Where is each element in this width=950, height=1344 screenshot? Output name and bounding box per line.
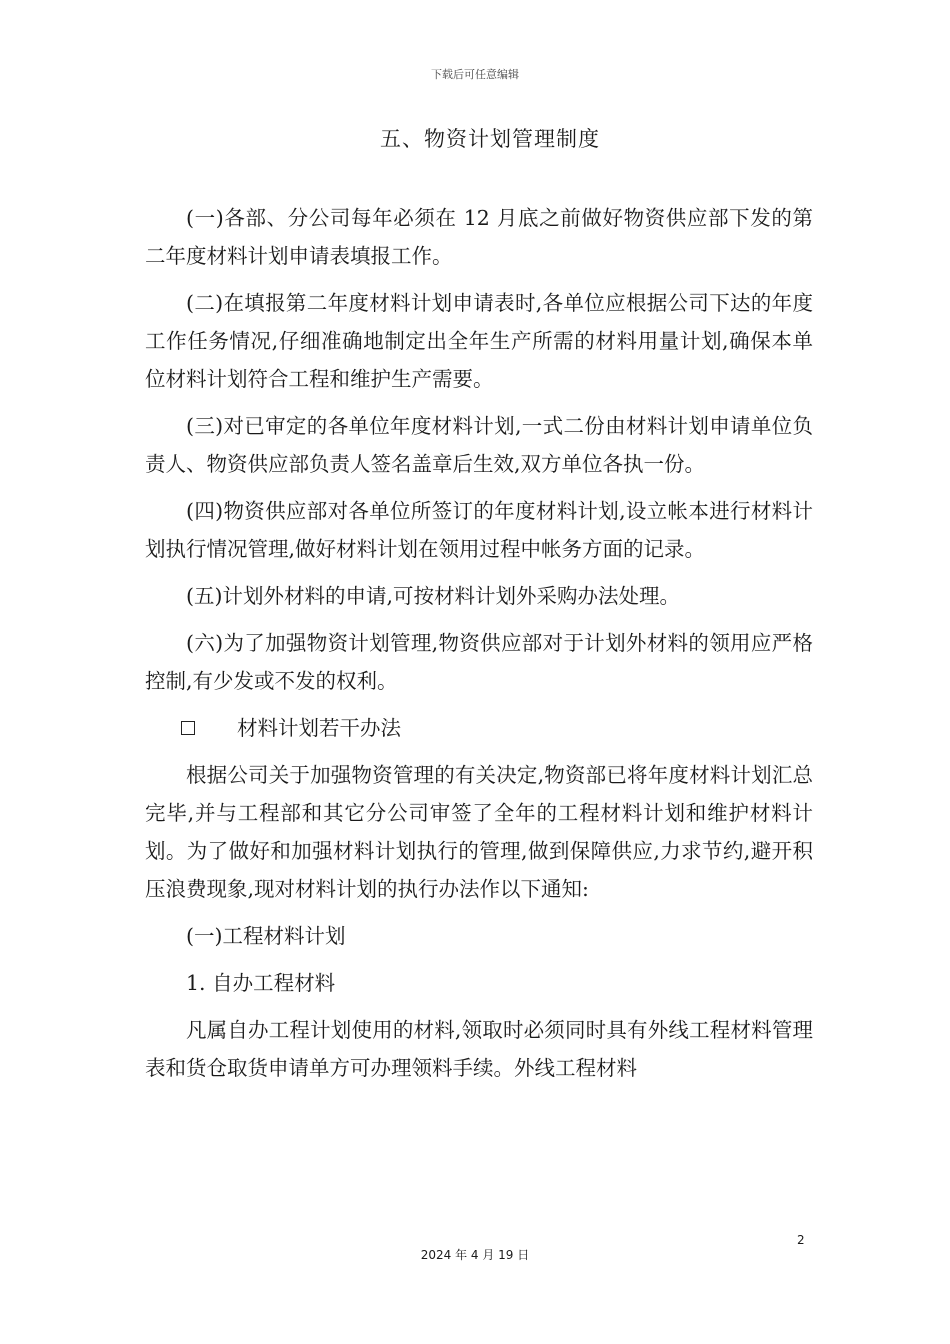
paragraph-10: 凡属自办工程计划使用的材料,领取时必须同时具有外线工程材料管理表和货仓取货申请单方可办理领料手续。外线工程材料 [145, 1018, 813, 1080]
section-heading-text: 材料计划若干办法 [237, 716, 401, 740]
paragraph-3: (三)对已审定的各单位年度材料计划,一式二份由材料计划申请单位负责人、物资供应部负责人签名盖章后生效,双方单位各执一份。 [145, 414, 813, 476]
checkbox-icon [181, 721, 195, 735]
document-title: 五、物资计划管理制度 [380, 127, 600, 151]
document-body [145, 199, 813, 1096]
header-note: 下载后可任意编辑 [431, 68, 519, 81]
footer-date: 2024 年 4 月 19 日 [420, 1248, 530, 1262]
paragraph-8: (一)工程材料计划 [186, 924, 346, 948]
paragraph-7: 根据公司关于加强物资管理的有关决定,物资部已将年度材料计划汇总完毕,并与工程部和其它分公司审签了全年的工程材料计划和维护材料计划。为了做好和加强材料计划执行的管理,做到保障供应,力求节约,避开积压浪费现象,现对材料计划的执行办法作以下通知: [145, 763, 813, 901]
paragraph-6: (六)为了加强物资计划管理,物资供应部对于计划外材料的领用应严格控制,有少发或不发的权利。 [145, 631, 813, 693]
paragraph-2: (二)在填报第二年度材料计划申请表时,各单位应根据公司下达的年度工作任务情况,仔细准确地制定出全年生产所需的材料用量计划,确保本单位材料计划符合工程和维护生产需要。 [145, 291, 813, 391]
paragraph-9: 1. 自办工程材料 [186, 971, 336, 995]
section-heading [145, 709, 813, 747]
paragraph-1: (一)各部、分公司每年必须在 12 月底之前做好物资供应部下发的第二年度材料计划申请表填报工作。 [145, 206, 813, 268]
page-number: 2 [797, 1233, 805, 1247]
paragraph-4: (四)物资供应部对各单位所签订的年度材料计划,设立帐本进行材料计划执行情况管理,做好材料计划在领用过程中帐务方面的记录。 [145, 499, 813, 561]
paragraph-5: (五)计划外材料的申请,可按材料计划外采购办法处理。 [186, 584, 681, 608]
